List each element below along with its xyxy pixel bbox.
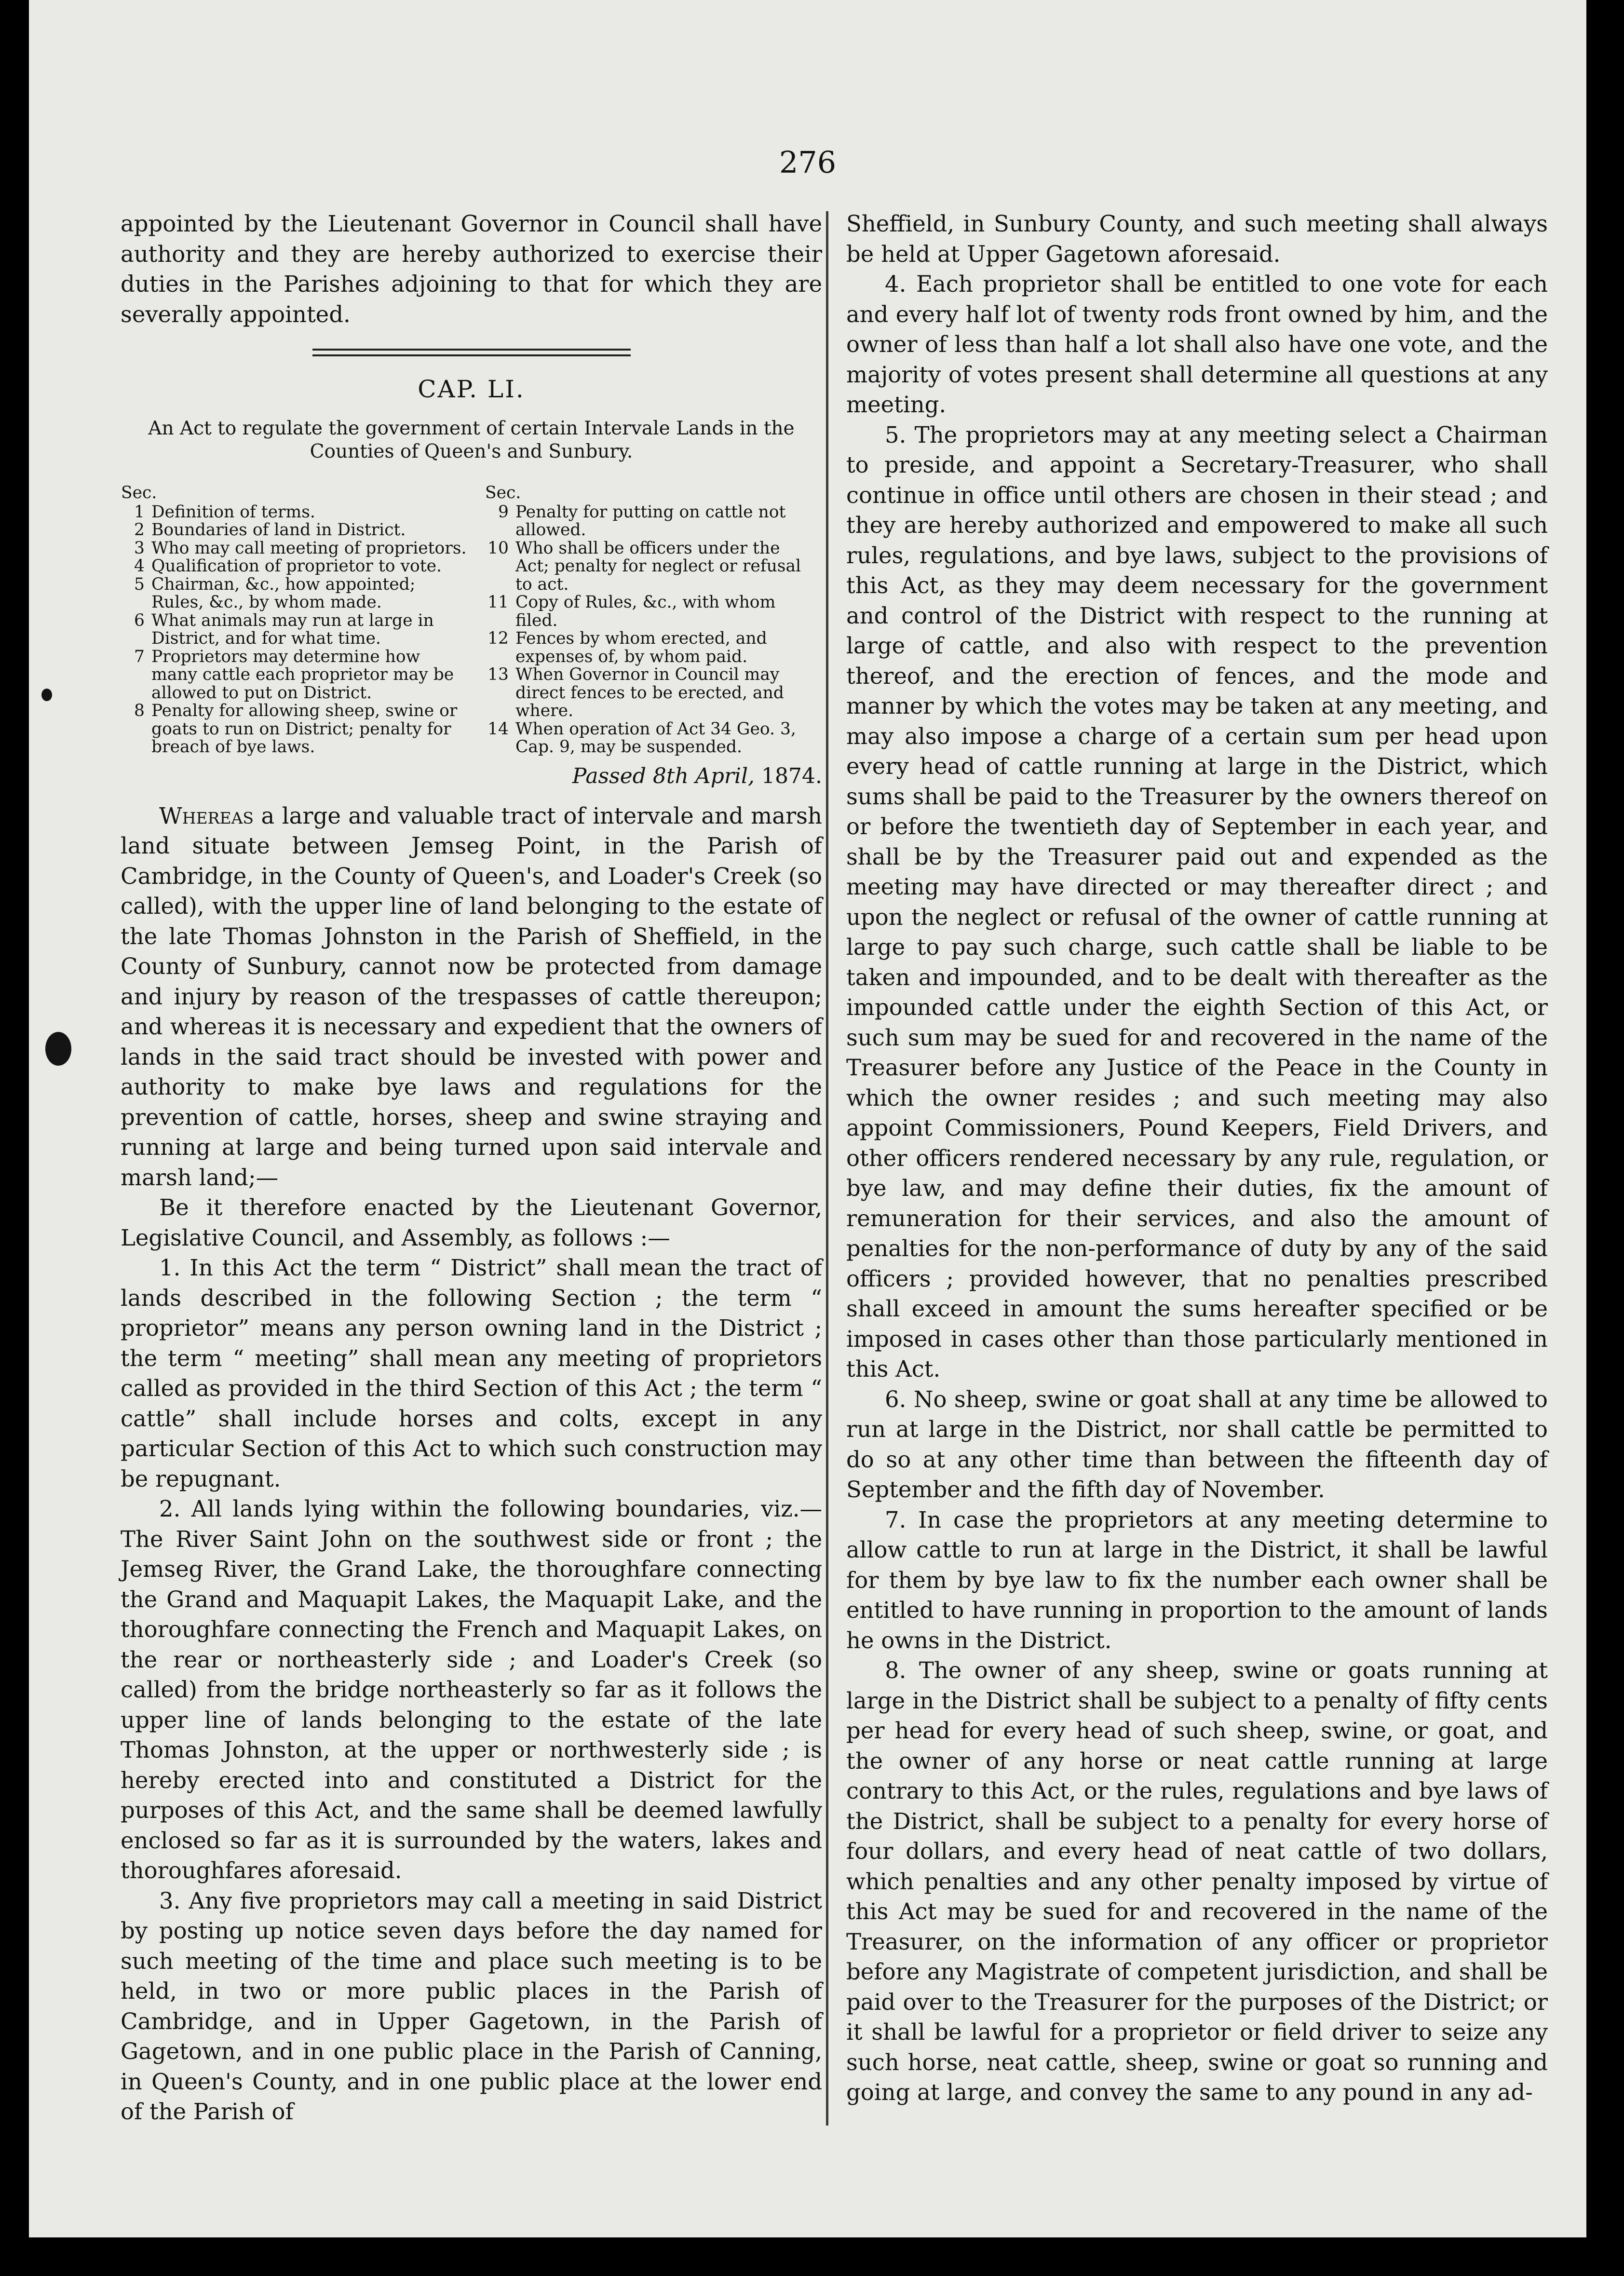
passed-date: 8th April, xyxy=(652,763,755,788)
summary-row: 3 Who may call meeting of proprietors. xyxy=(134,538,467,558)
summary-row: 4 Qualification of proprietor to vote. xyxy=(134,556,442,576)
summary-table-right xyxy=(485,484,822,757)
section-3: 3. Any five proprietors may call a meeting in said District by posting up notice seven days before the day named for such meeting of the time and place such meeting is to be held, in two or more public places in the Parish of Cambridge, and in Upper Gagetown, in the Parish of Gagetown, and in one public place in the Parish of Canning, in Queen's County, and in one public place at the lower end of the Parish of xyxy=(121,1887,822,2125)
section-8: 8. The owner of any sheep, swine or goats running at large in the District shall be subject to a penalty of fifty cents per head for every head of such sheep, swine, or goat, and the owner of any horse or neat cattle running at large contrary to this Act, or the rules, regulations and bye laws of the District, shall be subject to a penalty for every horse of four dollars, and every head of neat cattle of two dollars, which penalties and any other penalty imposed by virtue of this Act may be sued for and recovered in the name of the Treasurer, on the information of any officer or proprietor before any Magistrate of competent jurisdiction, and shall be paid over to the Treasurer for the purposes of the District; or it shall be lawful for a proprietor or field driver to seize any such horse, neat cattle, sheep, swine or goat so running and going at large, and convey the same to any pound in any ad- xyxy=(846,1657,1548,2105)
page-number: 276 xyxy=(779,145,837,180)
summary-row: 8 Penalty for allowing sheep, swine or goats to run on District; penalty for breach of bye laws. xyxy=(134,701,458,757)
ink-blot xyxy=(45,1032,71,1066)
summary-row: 9 Penalty for putting on cattle not allowed. xyxy=(498,502,786,540)
act-title xyxy=(121,417,822,463)
intro-paragraph: appointed by the Lieutenant Governor in Council shall have authority and they are hereby authorized to exercise their duties in the Parishes adjoining to that for which they are severally appointed. xyxy=(121,211,822,327)
act-title-line: An Act to regulate the government of certain Intervale Lands in the xyxy=(148,418,795,439)
summary-table-left xyxy=(121,484,480,757)
summary-row: 7 Proprietors may determine how many cattle each proprietor may be allowed to put on District. xyxy=(134,647,454,703)
summary-row: 11 Copy of Rules, &c., with whom filed. xyxy=(487,593,776,630)
section-2: 2. All lands lying within the following boundaries, viz.— The River Saint John on the southwest side or front ; the Jemseg River, the Grand Lake, the thoroughfare connecting the Grand and Maquapit Lakes, the Maquapit Lake, and the thoroughfare connecting the French and Maquapit Lakes, on the rear or northeasterly side ; and Loader's Creek (so called) from the bridge northeasterly so far as it follows the upper line of lands belonging to the estate of the late Thomas Johnston, at the upper or northwesterly side ; is hereby erected into and constituted a District for the purposes of this Act, and the same shall be deemed lawfully enclosed so far as it is surrounded by the waters, lakes and thoroughfares aforesaid. xyxy=(121,1496,822,1883)
passed-year: 1874. xyxy=(761,763,822,788)
summary-row: 6 What animals may run at large in District, and for what time. xyxy=(134,610,434,648)
sec-header: Sec. xyxy=(485,483,521,502)
summary-row: 13 When Governor in Council may direct fences to be erected, and where. xyxy=(487,665,784,720)
scanned-page xyxy=(29,0,1586,2237)
enacting-clause: Be it therefore enacted by the Lieutenant Governor, Legislative Council, and Assembly, as follows :— xyxy=(121,1194,822,1251)
column-divider xyxy=(826,211,828,2126)
passed-label: Passed xyxy=(572,763,646,788)
left-column xyxy=(121,209,822,2127)
section-5: 5. The proprietors may at any meeting select a Chairman to preside, and appoint a Secretary-Treasurer, who shall continue in office until others are chosen in their stead ; and they are hereby authorized and empowered to make all such rules, regulations, and bye laws, subject to the provisions of this Act, as they may deem necessary for the government and control of the District with respect to the running at large of cattle, and also with respect to the prevention thereof, and the erection of fences, and the mode and manner by which the votes may be taken at any meeting, and may also impose a charge of a certain sum per head upon every head of cattle running at large in the District, which sums shall be paid to the Treasurer by the owners thereof on or before the twentieth day of September in each year, and shall be by the Treasurer paid out and expended as the meeting may have directed or may thereafter direct ; and upon the neglect or refusal of the owner of cattle running at large to pay such charge, such cattle shall be liable to be taken and impounded, and to be dealt with thereafter as the impounded cattle under the eighth Section of this Act, or such sum may be sued for and recovered in the name of the Treasurer before any Justice of the Peace in the County in which the owner resides ; and such meeting may also appoint Commissioners, Pound Keepers, Field Drivers, and other officers rendered necessary by any rule, regulation, or bye law, and may define their duties, fix the amount of remuneration for their services, and also the amount of penalties for the non-performance of duty by any of the said officers ; provided however, that no penalties prescribed shall exceed in amount the sums hereafter specified or be imposed in cases other than those particularly mentioned in this Act. xyxy=(846,421,1548,1382)
double-rule xyxy=(312,349,631,356)
ink-blot xyxy=(41,689,52,701)
passed-date-line xyxy=(121,763,822,789)
section-4: 4. Each proprietor shall be entitled to one vote for each and every half lot of twenty rods front owned by him, and the owner of less than half a lot shall also have one vote, and the majority of votes present shall determine all questions at any meeting. xyxy=(846,271,1548,418)
section-6: 6. No sheep, swine or goat shall at any time be allowed to run at large in the District, nor shall cattle be permitted to do so at any other time than between the fifteenth day of September and the fifth day of November. xyxy=(846,1386,1548,1503)
act-title-line: Counties of Queen's and Sunbury. xyxy=(310,441,633,462)
summary-row: 1 Definition of terms. xyxy=(134,502,315,522)
summary-row: 5 Chairman, &c., how appointed; Rules, &c., by whom made. xyxy=(134,574,416,612)
section-summary xyxy=(121,484,822,757)
preamble xyxy=(121,801,822,1193)
summary-row: 14 When operation of Act 34 Geo. 3, Cap. 9, may be suspended. xyxy=(487,719,796,757)
sec-header: Sec. xyxy=(121,483,157,502)
section-3-continued: Sheffield, in Sunbury County, and such meeting shall always be held at Upper Gagetown aforesaid. xyxy=(846,211,1548,267)
preamble-text: a large and valuable tract of intervale and marsh land situate between Jemseg Point, in the Parish of Cambridge, in the County of Queen's, and Loader's Creek (so called), with the upper line of land belonging to the estate of the late Thomas Johnston in the Parish of Sheffield, in the County of Sunbury, cannot now be protected from damage and injury by reason of the trespasses of cattle thereupon; and whereas it is necessary and expedient that the owners of lands in the said tract should be invested with power and authority to make bye laws and regulations for the prevention of cattle, horses, sheep and swine straying and running at large and being turned upon said intervale and marsh land;— xyxy=(121,802,822,1191)
summary-row: 12 Fences by whom erected, and expenses of, by whom paid. xyxy=(487,629,767,666)
chapter-heading: CAP. LI. xyxy=(418,375,525,403)
section-1: 1. In this Act the term “ District” shall mean the tract of lands described in the following Section ; the term “ proprietor” means any person owning land in the District ; the term “ meeting” shall mean any meeting of proprietors called as provided in the third Section of this Act ; the term “ cattle” shall include horses and colts, except in any particular Section of this Act to which such construction may be repugnant. xyxy=(121,1255,822,1492)
whereas-word: Whereas xyxy=(159,802,254,829)
summary-row: 10 Who shall be officers under the Act; penalty for neglect or refusal to act. xyxy=(487,538,801,594)
right-column xyxy=(846,209,1548,2108)
summary-row: 2 Boundaries of land in District. xyxy=(134,520,406,540)
section-7: 7. In case the proprietors at any meeting determine to allow cattle to run at large in the District, it shall be lawful for them by bye law to fix the number each owner shall be entitled to have running in proportion to the amount of lands he owns in the District. xyxy=(846,1506,1548,1653)
